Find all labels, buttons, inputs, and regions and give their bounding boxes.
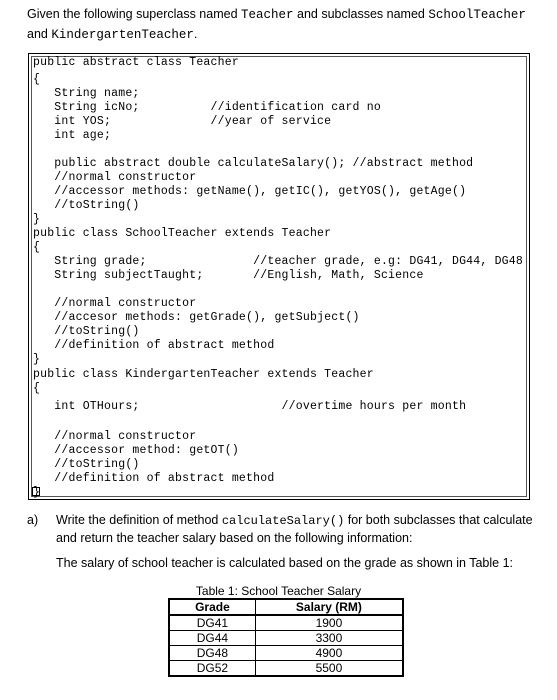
code-line: public abstract class Teacher [33,56,239,69]
header-grade: Grade [169,599,255,615]
cell-salary: 5500 [255,661,403,677]
code-line: { [33,73,41,86]
text-cursor-marker [32,487,40,496]
code-line: //definition of abstract method [33,339,275,352]
code-line: { [33,382,41,395]
code-line: public class SchoolTeacher extends Teacher [33,227,332,240]
table-row [169,646,403,661]
intro-class-teacher: Teacher [241,8,294,22]
question-text-after: for both subclasses that calculate and return the teacher salary based on the following information: [56,513,533,545]
header-salary: Salary (RM) [255,599,403,615]
table-caption: Table 1: School Teacher Salary [195,584,362,598]
intro-text-4: . [193,27,198,41]
code-line: public abstract double calculateSalary(); //abstract method [33,157,474,170]
salary-table [168,598,404,677]
table-header-row [169,599,403,615]
intro-text-1: Given the following superclass named [27,7,242,21]
cell-grade: DG48 [169,646,255,661]
code-line: { [33,241,41,254]
code-line: //normal constructor [33,430,197,443]
table-row [169,615,403,631]
table-row [169,631,403,646]
code-line: //normal constructor [33,297,197,310]
code-line: int OTHours; //overtime hours per month [33,400,467,413]
code-line: } [33,353,41,366]
code-line: //toString() [33,199,140,212]
code-box [28,53,530,500]
code-line: //normal constructor [33,171,197,184]
code-line: //accessor methods: getName(), getIC(), getYOS(), getAge() [33,185,467,198]
code-line: //toString() [33,458,140,471]
code-line: String name; [33,87,140,100]
code-line: public class KindergartenTeacher extends Teacher [33,368,374,381]
question-label: a) [27,513,39,527]
question-text [56,512,541,547]
code-line: //definition of abstract method [33,472,275,485]
code-line: //accessor method: getOT() [33,444,239,457]
cell-grade: DG41 [169,615,255,631]
intro-text-3: and [27,27,52,41]
code-line: int YOS; //year of service [33,115,332,128]
code-line: } [33,486,41,499]
code-line: String icNo; //identification card no [33,101,381,114]
salary-note: The salary of school teacher is calculated based on the grade as shown in Table 1: [56,556,513,570]
code-line: //accesor methods: getGrade(), getSubject() [33,311,360,324]
intro-text-2: and subclasses named [293,7,429,21]
question-method-name: calculateSalary() [221,514,345,528]
cell-salary: 3300 [255,631,403,646]
code-line: int age; [33,129,112,142]
intro-class-kindergartenteacher: KindergartenTeacher [51,28,194,42]
code-line: String grade; //teacher grade, e.g: DG41, DG44, DG48 [33,255,523,268]
code-line: String subjectTaught; //English, Math, Science [33,269,424,282]
cell-salary: 1900 [255,615,403,631]
table-row [169,661,403,677]
intro-class-schoolteacher: SchoolTeacher [428,8,526,22]
cell-salary: 4900 [255,646,403,661]
intro-paragraph [27,5,537,45]
cell-grade: DG44 [169,631,255,646]
cell-grade: DG52 [169,661,255,677]
code-line: //toString() [33,325,140,338]
question-text-before: Write the definition of method [56,513,222,527]
code-line: } [33,213,41,226]
